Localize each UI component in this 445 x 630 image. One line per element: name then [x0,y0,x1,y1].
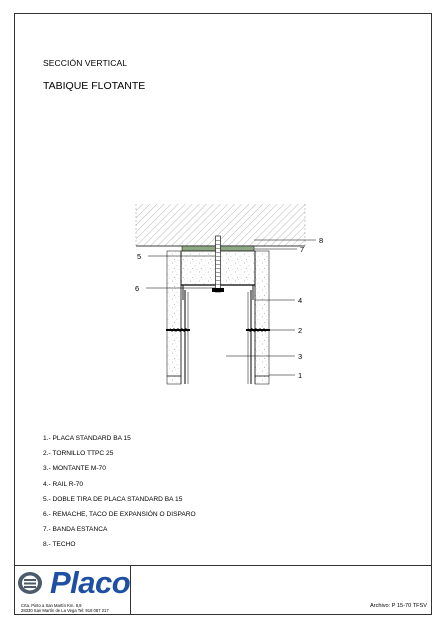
brand-wordmark: Placo [50,565,131,600]
callout-1: 1 [298,371,303,380]
placo-logo-icon [17,570,45,596]
callout-7: 7 [300,245,305,254]
drawing-title: TABIQUE FLOTANTE [43,80,146,92]
legend-item: 3.- MONTANTE M-70 [43,465,106,473]
callout-2: 2 [298,326,303,335]
address-line-2: 28330 San Martín de La Vega Tel: 918 087 217 [21,608,109,613]
legend-item: 5.- DOBLE TIRA DE PLACA STANDARD BA 15 [43,495,183,503]
callout-3: 3 [298,352,303,361]
legend-item: 4.- RAIL R-70 [43,480,84,488]
legend-item: 2.- TORNILLO TTPC 25 [43,450,114,458]
stud-m70 [185,290,251,384]
address-line-1: Crta. Pinto a San Martín Km. 8,9 [21,603,82,608]
legend-item: 1.- PLACA STANDARD BA 15 [43,435,131,442]
legend-item: 8.- TECHO [43,541,76,549]
callout-6: 6 [135,284,140,293]
callout-5: 5 [137,252,142,261]
legend-item: 7.- BANDA ESTANCA [43,526,108,534]
legend-list [43,435,196,557]
section-heading: SECCIÓN VERTICAL [43,58,128,68]
legend-item: 6.- REMACHE, TACO DE EXPANSIÓN O DISPARO [43,510,196,518]
callout-4: 4 [298,296,303,305]
callout-8: 8 [319,236,324,245]
file-reference: Archivo: P 15-70 TFSV [370,603,427,609]
